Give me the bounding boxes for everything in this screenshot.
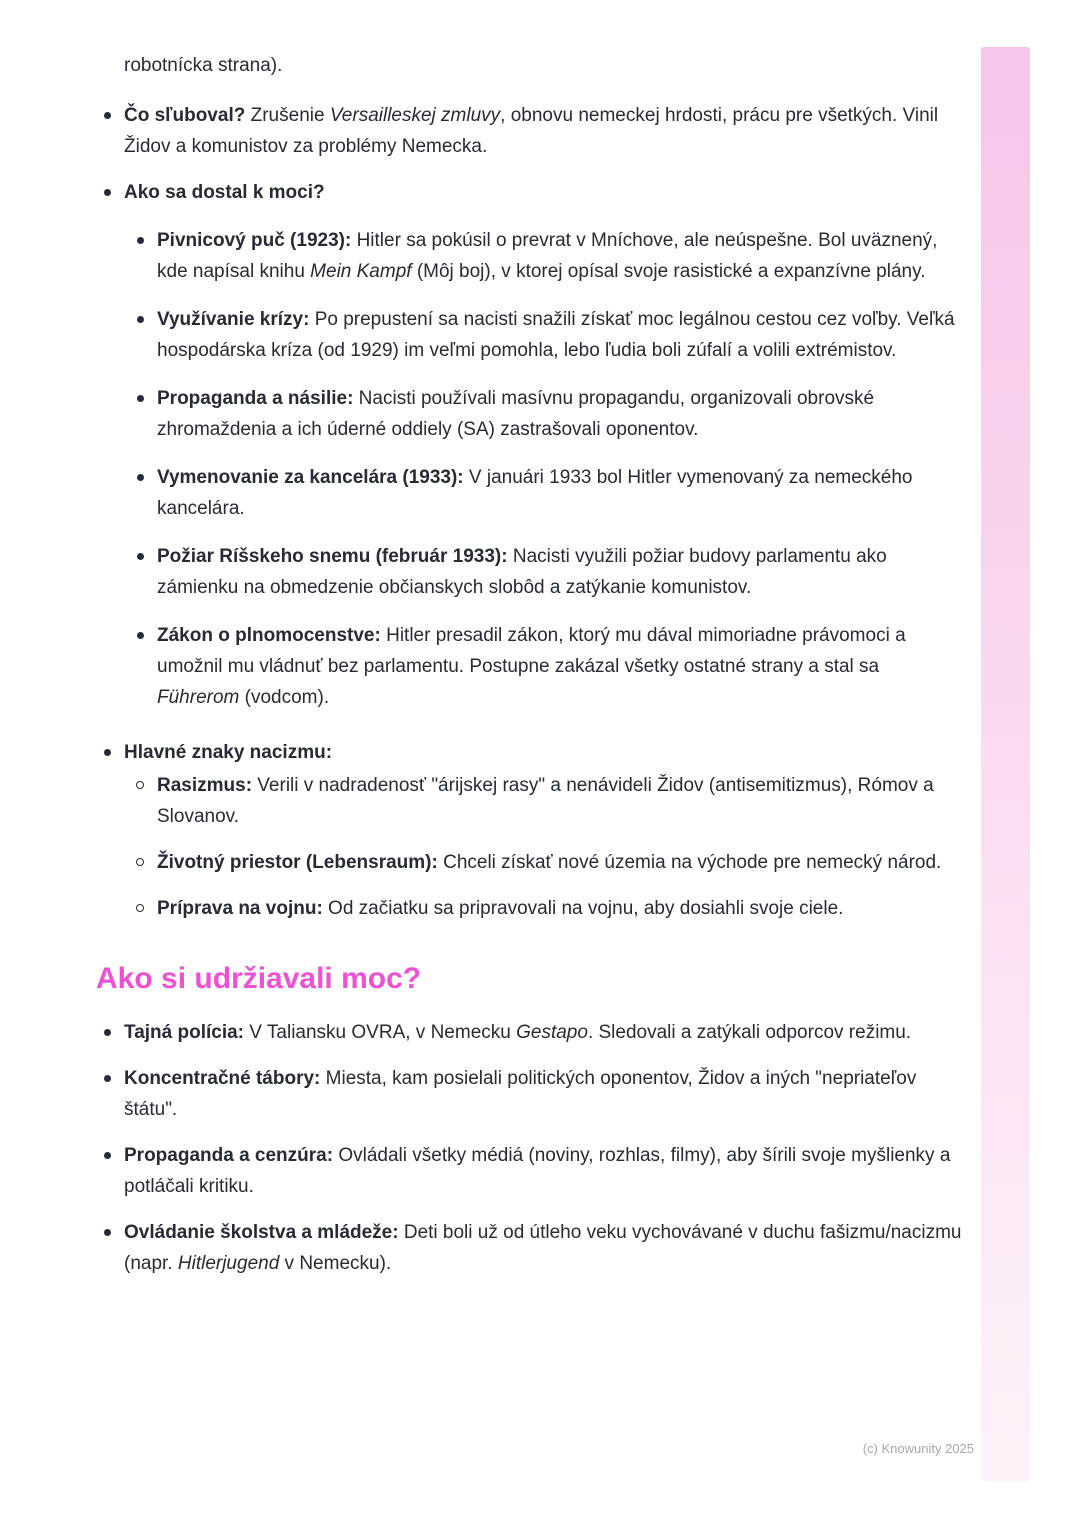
text: V Taliansku OVRA, v Nemecku: [244, 1022, 517, 1043]
list-item-text: [124, 1017, 964, 1048]
text: Ovládali všetky médiá (noviny, rozhlas, filmy), aby šírili svoje myšlienky a potláčali kritiku.: [124, 1145, 951, 1197]
list-item: [96, 1140, 964, 1202]
text: Po prepustení sa nacisti snažili získať moc legálnou cestou cez voľby. Veľká hospodárska kríza (od 1929) im veľmi pomohla, lebo ľudia boli zúfalí a volili extrémistov.: [157, 309, 955, 361]
list-item-text: [124, 1217, 964, 1279]
list-item-text: [157, 462, 964, 524]
list-item-text: [157, 541, 964, 603]
list-item: [129, 225, 964, 287]
list-item-text: [157, 383, 964, 445]
list-item-text: [124, 1140, 964, 1202]
text: Hitler sa pokúsil o prevrat v Mníchove, ale neúspešne. Bol uväznený, kde napísal knihu: [157, 230, 938, 282]
bold-text: Propaganda a cenzúra:: [124, 1145, 334, 1166]
list-item: [96, 1217, 964, 1279]
text: Zrušenie: [245, 105, 330, 126]
text: (Môj boj), v ktorej opísal svoje rasistické a expanzívne plány.: [411, 261, 926, 282]
pink-gradient-strip: [981, 47, 1030, 1481]
italic-text: Hitlerjugend: [177, 1253, 280, 1274]
list-item: [129, 383, 964, 445]
list-item-text: [124, 100, 964, 162]
bold-text: Požiar Ríšskeho snemu (február 1933):: [157, 546, 508, 567]
list-item-text: [157, 304, 964, 366]
list-item-text: [157, 770, 964, 832]
section-heading: Ako si udržiavali moc?: [96, 962, 422, 995]
list-item-text: [157, 620, 964, 713]
italic-text: Mein Kampf: [310, 261, 412, 282]
list-item: [96, 1017, 964, 1048]
text: Nacisti používali masívnu propagandu, organizovali obrovské zhromaždenia a ich úderné oddiely (SA) zastrašovali oponentov.: [157, 388, 875, 440]
italic-text: Führerom: [157, 687, 240, 708]
bold-text: Zákon o plnomocenstve:: [157, 625, 381, 646]
bold-text: Vymenovanie za kancelára (1933):: [157, 467, 464, 488]
text: Deti boli už od útleho veku vychovávané v duchu fašizmu/nacizmu (napr.: [124, 1222, 962, 1274]
text: Od začiatku sa pripravovali na vojnu, aby dosiahli svoje ciele.: [322, 898, 844, 919]
list-item: [96, 100, 964, 162]
bold-text: Pivnicový puč (1923):: [157, 230, 352, 251]
text: (vodcom).: [239, 687, 330, 708]
list-item: [129, 304, 964, 366]
text: v Nemecku).: [279, 1253, 392, 1274]
list-item: [129, 620, 964, 713]
bold-text: Príprava na vojnu:: [157, 898, 323, 919]
text: V januári 1933 bol Hitler vymenovaný za nemeckého kancelára.: [157, 467, 913, 519]
text: Verili v nadradenosť "árijskej rasy" a nenávideli Židov (antisemitizmus), Rómov a Slovanov.: [157, 775, 934, 827]
bullet-list: [96, 1017, 964, 1279]
bullet-list: [129, 225, 964, 713]
text: robotnícka strana).: [124, 55, 283, 76]
bold-text: Ako sa dostal k moci?: [124, 182, 325, 203]
list-item-text: [157, 893, 964, 924]
bold-text: Ovládanie školstva a mládeže:: [124, 1222, 399, 1243]
bold-text: Životný priestor (Lebensraum):: [157, 852, 438, 873]
list-item: [129, 462, 964, 524]
list-item-text: [157, 847, 964, 878]
text: Hitler presadil zákon, ktorý mu dával mimoriadne právomoci a umožnil mu vládnuť bez parlamentu. Postupne zakázal všetky ostatné strany a stal sa: [157, 625, 906, 677]
bold-text: Propaganda a násilie:: [157, 388, 354, 409]
bold-text: Hlavné znaky nacizmu:: [124, 742, 333, 763]
list-item: [129, 893, 964, 924]
italic-text: Gestapo: [516, 1022, 588, 1043]
list-item: [129, 847, 964, 878]
list-item-text: [124, 177, 964, 208]
list-item-text: [124, 1063, 964, 1125]
bullet-list: [129, 770, 964, 924]
list-item-text: [124, 737, 964, 768]
copyright-watermark: (c) Knowunity 2025: [862, 1441, 974, 1456]
bullet-list: [96, 100, 964, 924]
text: Chceli získať nové územia na východe pre nemecký národ.: [437, 852, 942, 873]
bold-text: Využívanie krízy:: [157, 309, 310, 330]
text: Nacisti využili požiar budovy parlamentu ako zámienku na obmedzenie občianskych slobôd a zatýkanie komunistov.: [157, 546, 887, 598]
list-item: [129, 541, 964, 603]
list-item: [96, 1063, 964, 1125]
document-content: [96, 50, 964, 1279]
bold-text: Čo sľuboval?: [124, 105, 246, 126]
list-item: [129, 770, 964, 832]
list-item-text: [157, 225, 964, 287]
bold-text: Tajná polícia:: [124, 1022, 245, 1043]
italic-text: Versailleskej zmluvy: [329, 105, 501, 126]
paragraph: [96, 50, 964, 81]
bold-text: Koncentračné tábory:: [124, 1068, 321, 1089]
text: , obnovu nemeckej hrdosti, prácu pre všetkých. Vinil Židov a komunistov za problémy Nemecka.: [124, 105, 939, 157]
list-item: [96, 737, 964, 924]
text: . Sledovali a zatýkali odporcov režimu.: [587, 1022, 912, 1043]
list-item: [96, 177, 964, 713]
bold-text: Rasizmus:: [157, 775, 253, 796]
text: Miesta, kam posielali politických oponentov, Židov a iných "nepriateľov štátu".: [124, 1068, 917, 1120]
